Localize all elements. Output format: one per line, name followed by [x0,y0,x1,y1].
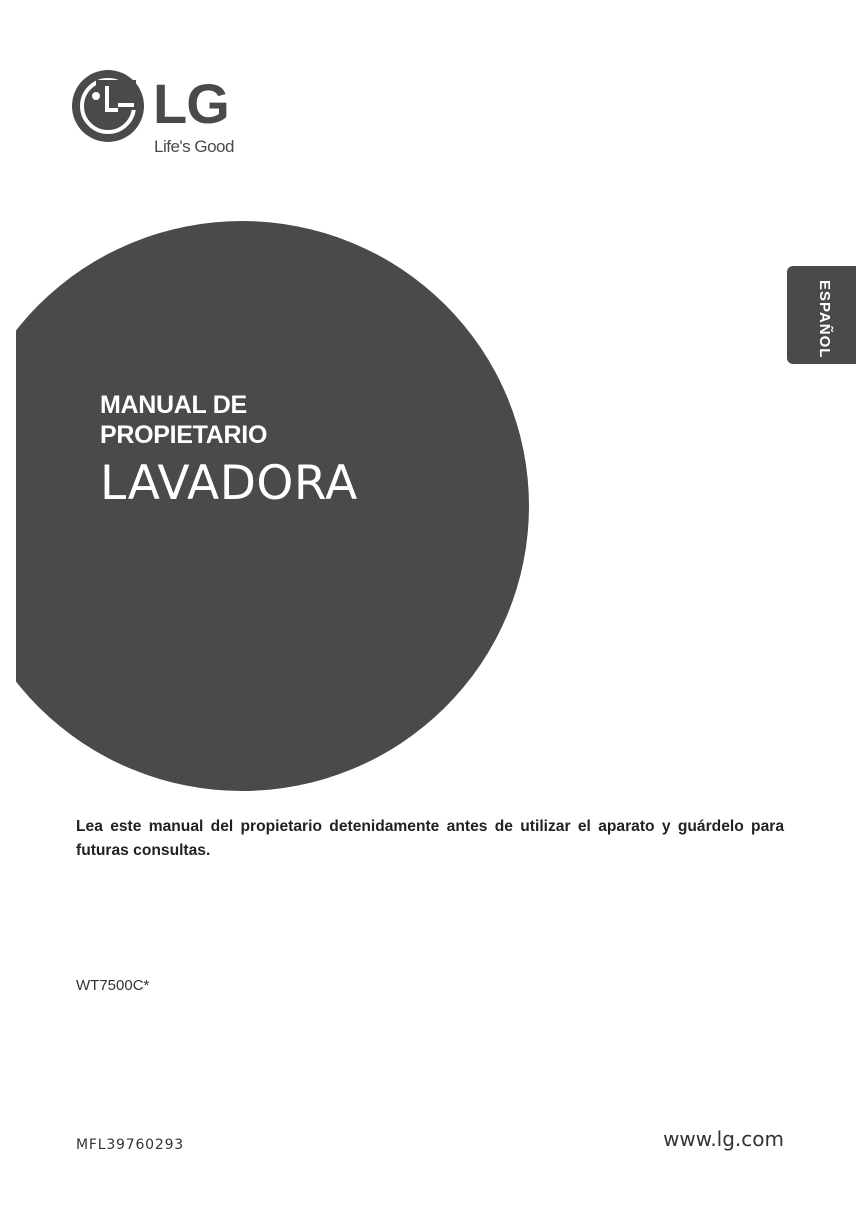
manual-title-line2: PROPIETARIO [100,421,268,449]
manual-title-line1: MANUAL DE [100,391,247,419]
language-label: ESPAÑOL [816,280,833,359]
language-tab [787,266,856,364]
part-number: MFL39760293 [76,1137,184,1153]
brand-tagline: Life's Good [154,137,234,156]
reading-notice: Lea este manual del propietario detenidamente antes de utilizar el aparato y guárdelo para futuras consultas. [76,818,784,859]
model-number: WT7500C* [76,977,150,994]
product-name: LAVADORA [100,456,358,511]
left-margin [0,200,16,820]
cover-title-block [100,390,358,512]
lg-face-logo-icon [72,70,144,142]
website-link[interactable]: www.lg.com [663,1127,784,1151]
brand-name: LG [153,72,229,135]
brand-logo [72,70,252,170]
